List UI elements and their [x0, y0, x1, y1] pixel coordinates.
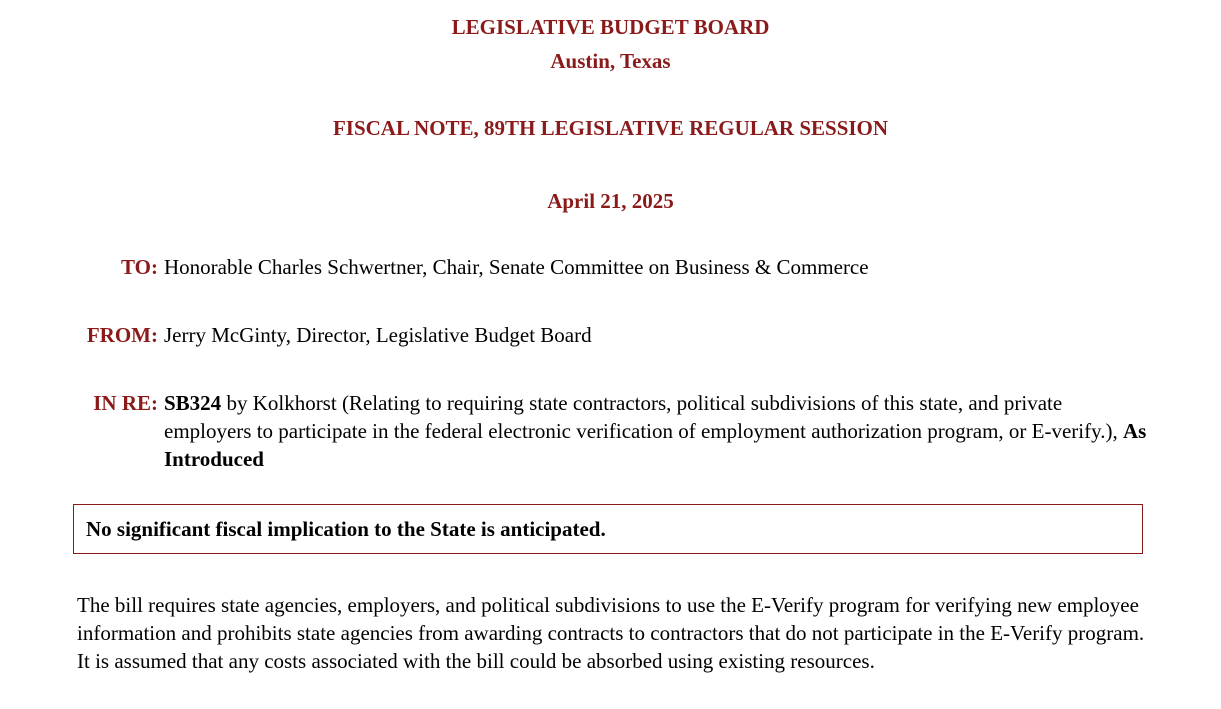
fiscal-implication-box: [73, 504, 1143, 554]
organization-title: LEGISLATIVE BUDGET BOARD: [451, 15, 770, 39]
to-label: TO:: [121, 255, 158, 279]
fiscal-note-session-title: FISCAL NOTE, 89TH LEGISLATIVE REGULAR SESSION: [332, 116, 889, 140]
fiscal-note-date: April 21, 2025: [547, 189, 674, 213]
from-sender: Jerry McGinty, Director, Legislative Budget Board: [164, 323, 592, 347]
to-recipient: Honorable Charles Schwertner, Chair, Senate Committee on Business & Commerce: [164, 255, 869, 279]
organization-city: Austin, Texas: [550, 49, 671, 73]
bill-status: As Introduced: [164, 419, 1147, 471]
fiscal-implication-statement: No significant fiscal implication to the State is anticipated.: [86, 517, 606, 541]
body-paragraph: The bill requires state agencies, employers, and political subdivisions to use the E-Verify program for verifying new employee information and prohibits state agencies from awarding contracts to contractors that do not participate in the E-Verify program. It is assumed that any costs associated with the bill could be absorbed using existing resources.: [77, 593, 1145, 673]
bill-number: SB324: [164, 391, 222, 415]
in-re-label: IN RE:: [93, 391, 158, 415]
from-label: FROM:: [86, 323, 158, 347]
in-re-subject: [164, 389, 1154, 473]
bill-description: by Kolkhorst (Relating to requiring state contractors, political subdivisions of this state, and private employers to participate in the federal electronic verification of employment authorization program, or E-verify.),: [164, 391, 1124, 443]
